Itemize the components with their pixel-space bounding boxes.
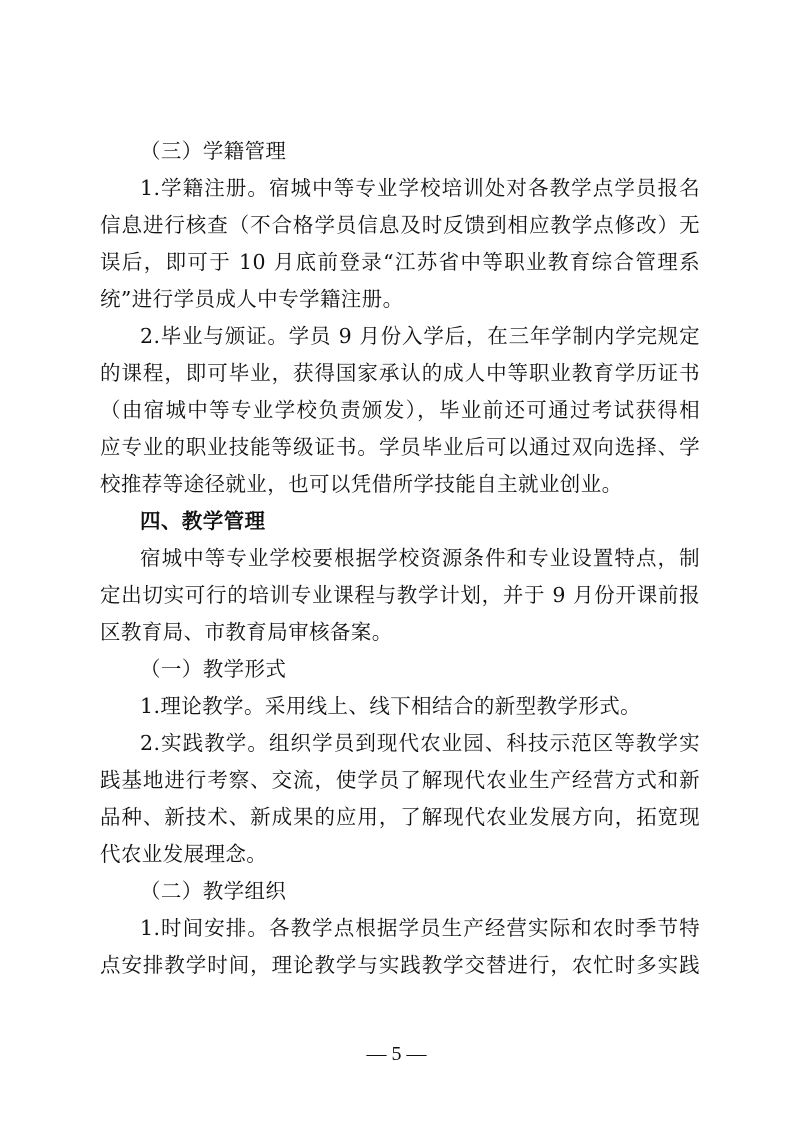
page-number: — 5 — bbox=[366, 1043, 427, 1065]
paragraph-line: 校推荐等途径就业，也可以凭借所学技能自主就业创业。 bbox=[100, 472, 623, 496]
paragraph-line: 2.实践教学。组织学员到现代农业园、科技示范区等教学实 bbox=[140, 731, 700, 755]
paragraph-line: 应专业的职业技能等级证书。学员毕业后可以通过双向选择、学 bbox=[100, 435, 700, 459]
paragraph-line: 的课程，即可毕业，获得国家承认的成人中等职业教育学历证书 bbox=[100, 361, 700, 385]
paragraph-line: 代农业发展理念。 bbox=[100, 842, 268, 866]
paragraph-line: 统”进行学员成人中专学籍注册。 bbox=[100, 287, 404, 311]
paragraph-line: 定出切实可行的培训专业课程与教学计划，并于 9 月份开课前报 bbox=[100, 583, 700, 607]
subheading-teaching-form: （一）教学形式 bbox=[140, 657, 287, 681]
paragraph-line: 区教育局、市教育局审核备案。 bbox=[100, 620, 393, 644]
paragraph-line: （由宿城中等专业学校负责颁发），毕业前还可通过考试获得相 bbox=[100, 398, 700, 422]
paragraph-line: 点安排教学时间，理论教学与实践教学交替进行，农忙时多实践 bbox=[100, 953, 700, 977]
section-heading-teaching-management: 四、教学管理 bbox=[140, 509, 266, 533]
paragraph-line: 信息进行核查（不合格学员信息及时反馈到相应教学点修改）无 bbox=[100, 213, 700, 237]
paragraph-line: 误后，即可于 10 月底前登录“江苏省中等职业教育综合管理系 bbox=[100, 250, 700, 274]
paragraph-line: 2.毕业与颁证。学员 9 月份入学后，在三年学制内学完规定 bbox=[140, 324, 700, 348]
paragraph-line: 品种、新技术、新成果的应用，了解现代农业发展方向，拓宽现 bbox=[100, 805, 700, 829]
paragraph-line: 1.理论教学。采用线上、线下相结合的新型教学形式。 bbox=[140, 694, 642, 718]
paragraph-line: 1.时间安排。各教学点根据学员生产经营实际和农时季节特 bbox=[140, 916, 700, 940]
subheading-enrollment-management: （三）学籍管理 bbox=[140, 139, 287, 163]
paragraph-line: 宿城中等专业学校要根据学校资源条件和专业设置特点，制 bbox=[140, 546, 700, 570]
paragraph-line: 1.学籍注册。宿城中等专业学校培训处对各教学点学员报名 bbox=[140, 176, 700, 200]
paragraph-line: 践基地进行考察、交流，使学员了解现代农业生产经营方式和新 bbox=[100, 768, 700, 792]
subheading-teaching-organization: （二）教学组织 bbox=[140, 879, 287, 903]
